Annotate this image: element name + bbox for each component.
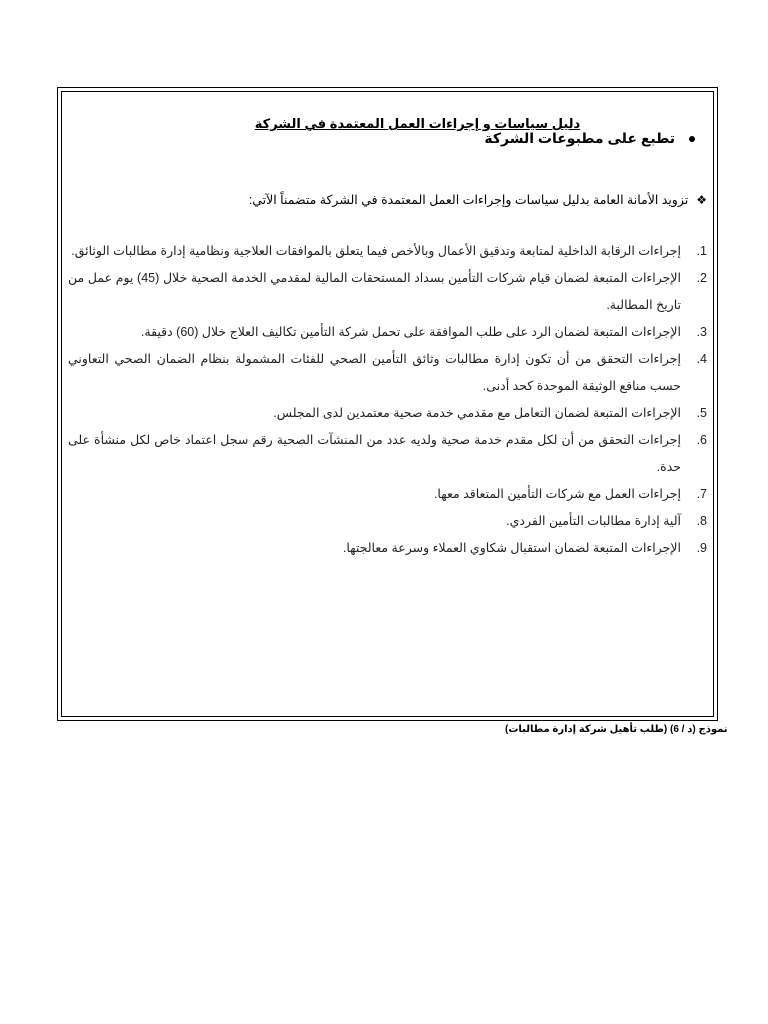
intro-line: [249, 192, 707, 207]
list-item: [68, 508, 707, 535]
item-number: 8.: [696, 514, 707, 528]
document-title: دليل سياسات و إجراءات العمل المعتمدة في الشركة: [254, 116, 581, 131]
list-item: [68, 346, 707, 400]
intro-text: تزويد الأمانة العامة بدليل سياسات وإجراءات العمل المعتمدة في الشركة متضمناً الآتي:: [248, 193, 689, 207]
item-number: 5.: [696, 406, 707, 420]
item-text: الإجراءات المتبعة لضمان قيام شركات التأمين بسداد المستحقات المالية لمقدمي الخدمة الصحية خلال (45) يوم عمل من تاريخ المطالبة.: [68, 271, 681, 312]
bullet-icon: [689, 136, 695, 142]
item-text: الإجراءات المتبعة لضمان استقبال شكاوي العملاء وسرعة معالجتها.: [342, 541, 681, 555]
list-item: [68, 400, 707, 427]
item-number: 1.: [696, 244, 707, 258]
list-item: [68, 265, 707, 319]
item-number: 7.: [696, 487, 707, 501]
item-number: 3.: [696, 325, 707, 339]
list-item: [68, 427, 707, 481]
item-number: 2.: [696, 271, 707, 285]
diamond-bullet-icon: ❖: [696, 192, 707, 207]
item-text: إجراءات التحقق من أن تكون إدارة مطالبات وثائق التأمين الصحي للفئات المشمولة بنظام الضمان الصحي التعاوني حسب منافع الوثيقة الموحدة كحد أدنى.: [68, 352, 681, 393]
document-frame: [57, 87, 718, 721]
list-item: [68, 481, 707, 508]
section-heading-text: تطبع على مطبوعات الشركة: [484, 130, 675, 146]
item-text: الإجراءات المتبعة لضمان التعامل مع مقدمي خدمة صحية معتمدين لدى المجلس.: [273, 406, 681, 420]
item-text: إجراءات العمل مع شركات التأمين المتعاقد معها.: [433, 487, 681, 501]
item-text: إجراءات الرقابة الداخلية لمتابعة وتدقيق الأعمال وبالأخص فيما يتعلق بالموافقات العلاجية ونظامية إدارة مطالبات الوثائق.: [71, 244, 681, 258]
item-text: إجراءات التحقق من أن لكل مقدم خدمة صحية ولديه عدد من المنشآت الصحية رقم سجل اعتماد خاص لكل منشأة على حدة.: [68, 433, 681, 474]
list-item: [68, 238, 707, 265]
list-item: [68, 319, 707, 346]
procedures-list: [68, 238, 707, 562]
form-footer: نموذج (د / 6) (طلب تأهيل شركة إدارة مطالبات): [505, 724, 728, 735]
list-item: [68, 535, 707, 562]
item-text: آلية إدارة مطالبات التأمين الفردي.: [506, 514, 681, 528]
item-text: الإجراءات المتبعة لضمان الرد على طلب الموافقة على تحمل شركة التأمين تكاليف العلاج خلال (60) دقيقة.: [140, 325, 681, 339]
item-number: 6.: [696, 433, 707, 447]
item-number: 4.: [696, 352, 707, 366]
item-number: 9.: [696, 541, 707, 555]
section-heading: [484, 130, 695, 147]
document-inner-frame: [61, 91, 714, 717]
